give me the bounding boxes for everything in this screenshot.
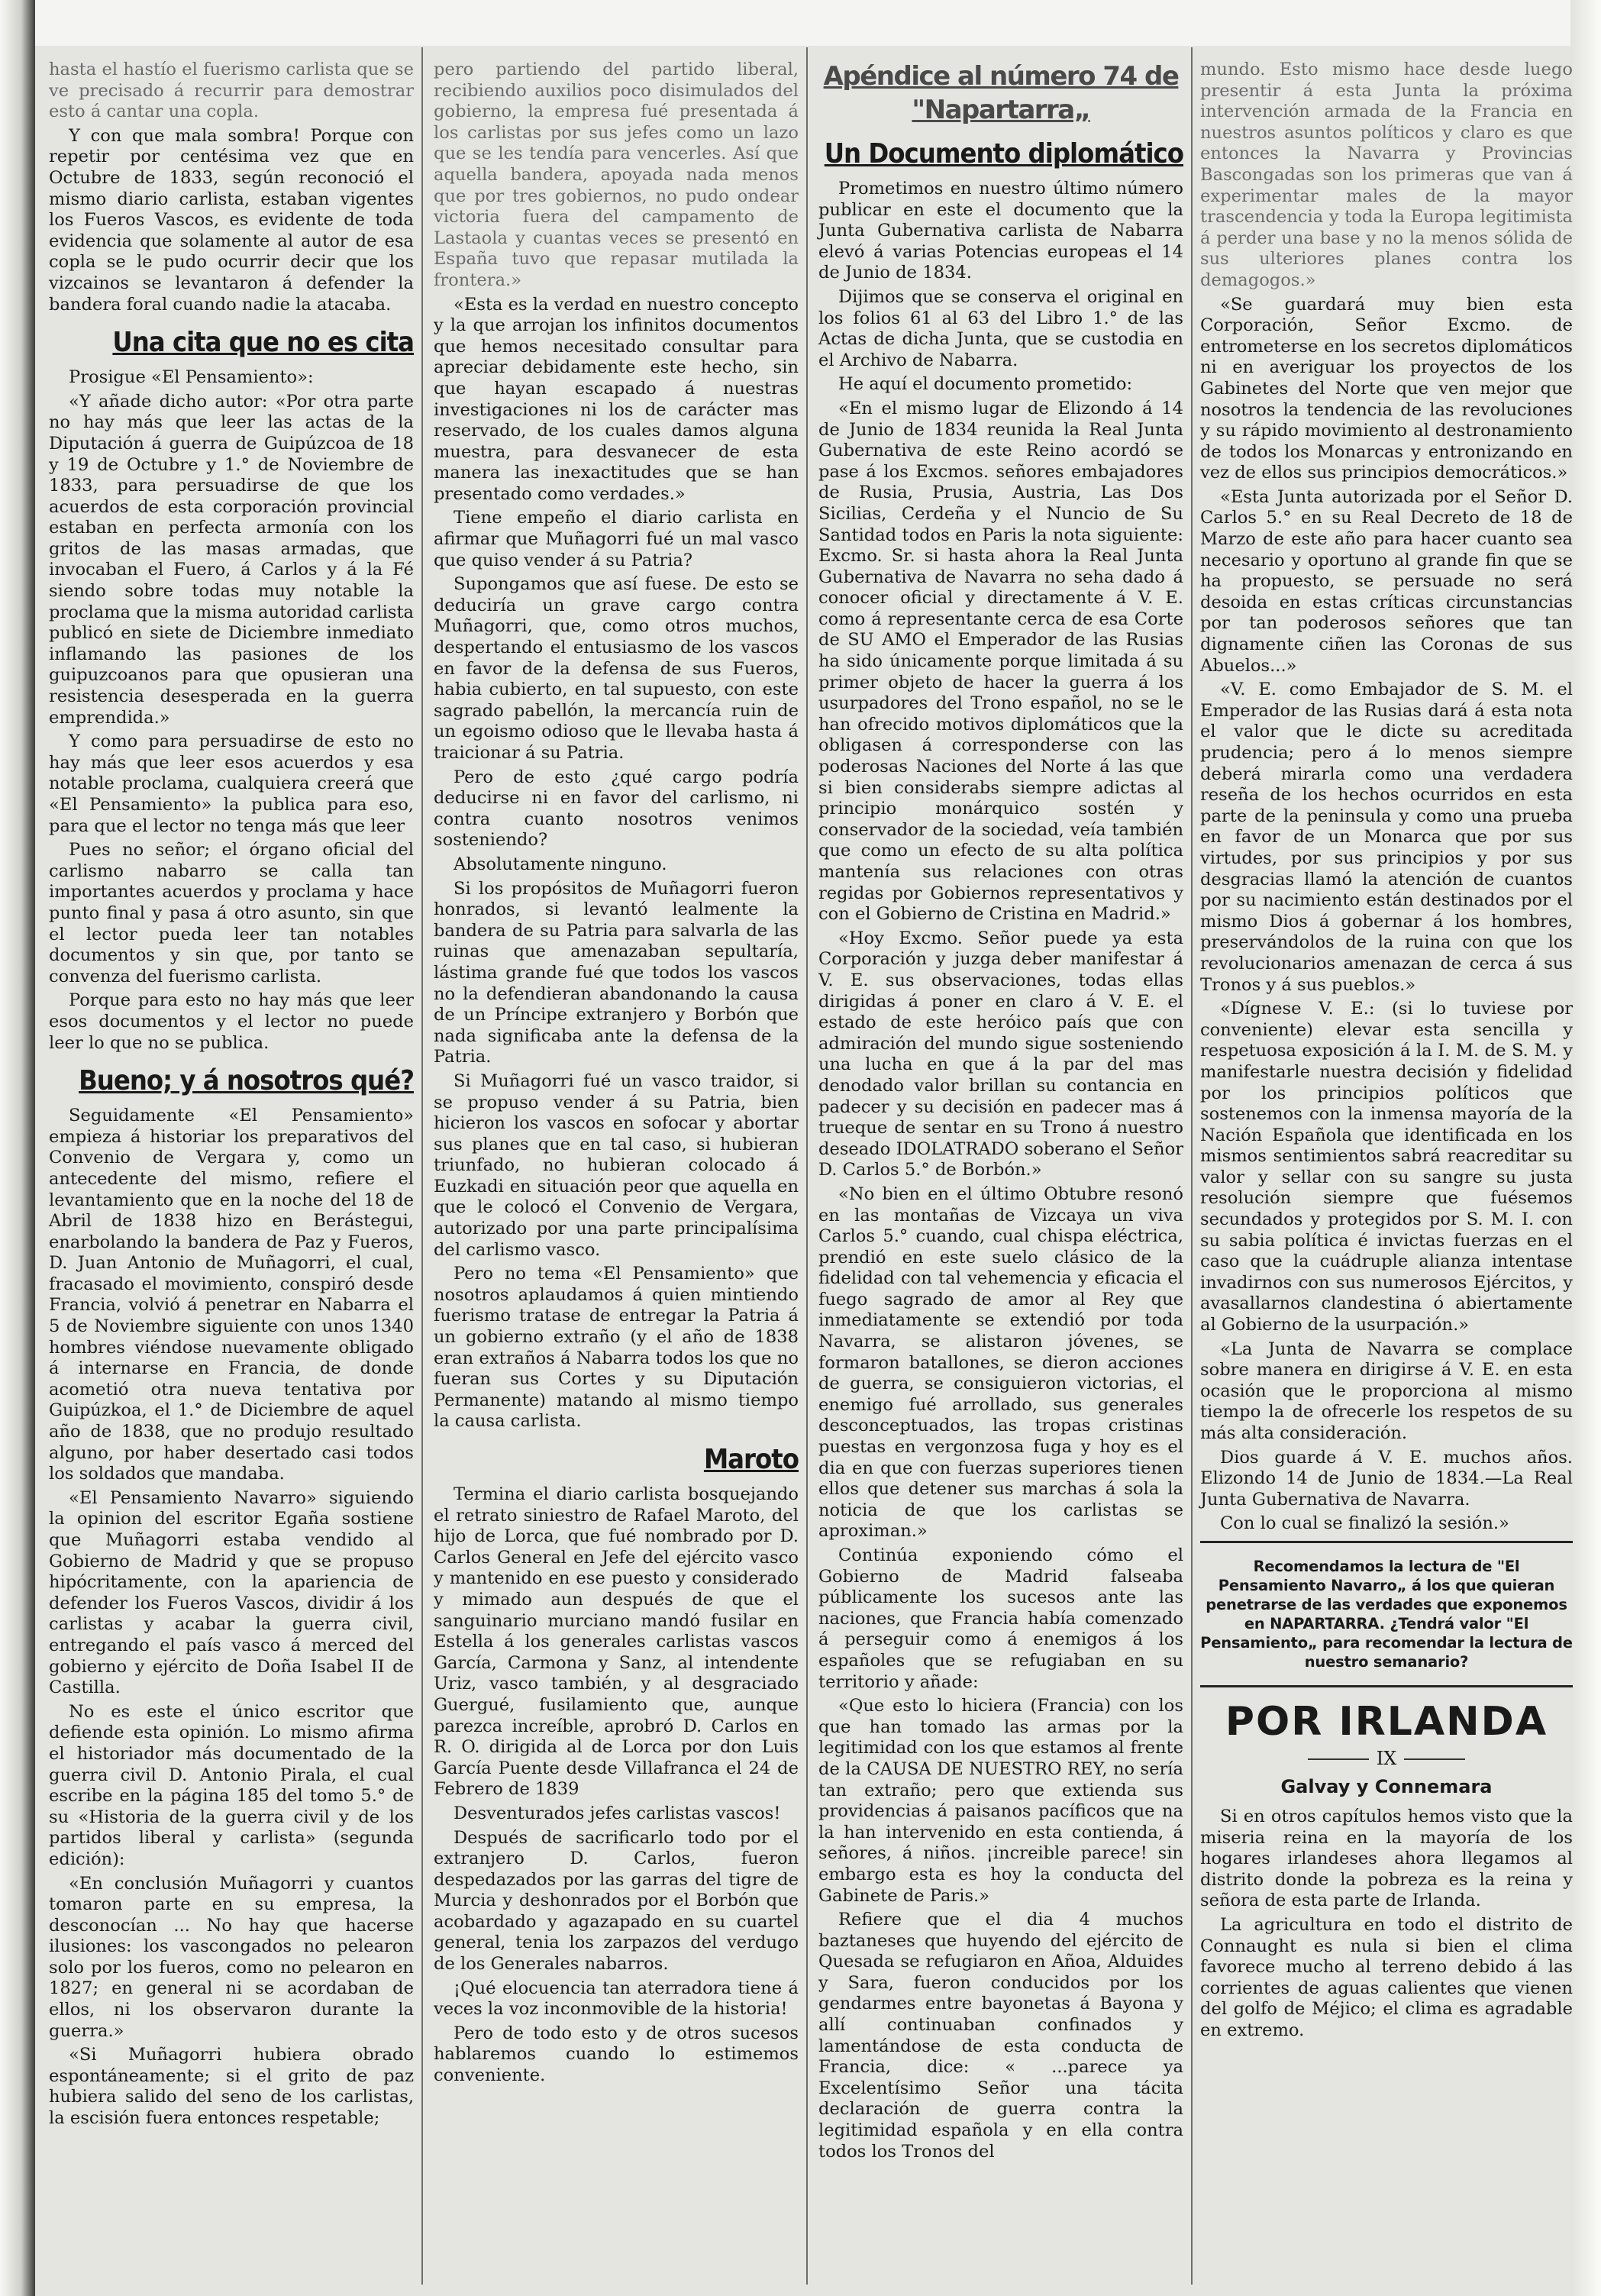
paragraph: La agricultura en todo el distrito de Connaught es nula si bien el clima favorece mucho al terreno debido á las corrientes de aguas calientes que vienen del golfo de Méjico; el clima es agradable en extremo. — [1200, 1914, 1573, 2040]
paragraph: «Esta es la verdad en nuestro concepto y la que arrojan los infinitos documentos que hemos necesitado consultar para apreciar debidamente este hecho, sin que hayan escapado á nuestras investigaciones ni los de carácter mas reservado, de los cuales damos alguna muestra, para desvanecer de esta manera las inexactitudes que se han presentado como verdades.» — [434, 294, 799, 504]
paragraph: Y con que mala sombra! Porque con repetir por centésima vez que en Octubre de 1833, según reconoció el mismo diario carlista, estaban vigentes los Fueros Vascos, es evidente de toda evidencia que solamente al autor de esa copla se le pudo ocurrir decir que los vizcainos se levantaron á defender la bandera foral cuando nadie la atacaba. — [49, 125, 414, 315]
divider — [1200, 1541, 1573, 1543]
section-heading: Un Documento diplomático — [824, 138, 1183, 170]
paragraph: Pero de todo esto y de otros sucesos hablaremos cuando lo estimemos conveniente. — [434, 2023, 799, 2086]
column-2 — [434, 60, 799, 2090]
paragraph: ¡Qué elocuencia tan aterradora tiene á veces la voz inconmovible de la historia! — [434, 1978, 799, 2020]
paragraph: «Y añade dicho autor: «Por otra parte no hay más que leer las actas de la Diputación á guerra de Guipúzcoa de 18 y 19 de Octubre y 1.° de Noviembre de 1833, para persuadirse de que los acuerdos de esta corporación provincial estaban en perfecta armonía con los gritos de las masas armadas, que invocaban el Fuero, á Carlos y á la Fé siendo sobre todas muy notable la proclama que la misma autoridad carlista publicó en siete de Diciembre inmediato inflamando las pasiones de los guipuzcoanos para que opusieran una resistencia desesperada en la guerra emprendida.» — [49, 391, 414, 728]
paragraph: Tiene empeño el diario carlista en afirmar que Muñagorri fué un mal vasco que quiso vender á su Patria? — [434, 508, 799, 570]
paragraph: «No bien en el último Obtubre resonó en las montañas de Vizcaya un viva Carlos 5.° cuando, cual chispa eléctrica, prendió en este suelo clásico de la fidelidad con tal vehemencia y eficacia el fuego sagrado de amor al Rey que inmediatamente se extendió por toda Navarra, se alistaron jóvenes, se formaron batallones, se dieron acciones de guerra, se consiguieron victorias, el enemigo fué arrollado, sus generales desconceptuados, las tropas cristinas puestas en vergonzosa fuga y hoy es el dia en que con fuerzas superiores tienen ellos que detener sus marchas á sola la noticia de que los carlistas se aproximan.» — [818, 1184, 1183, 1542]
paragraph: Continúa exponiendo cómo el Gobierno de Madrid falseaba públicamente los sucesos ante las naciones, que Francia había comenzado á perseguir como á enemigos á los españoles que se refugiaban en su territorio y añade: — [818, 1545, 1183, 1692]
paragraph: Pero no tema «El Pensamiento» que nosotros aplaudamos á quien mintiendo fuerismo tratase de entregar la Patria á un gobierno extraño (y el año de 1838 eran extraños á Nabarra todos los que no fueran sus Cortes y su Diputación Permanente) matando al mismo tiempo la causa carlista. — [434, 1264, 799, 1432]
ornament-line — [1404, 1758, 1465, 1760]
article-title: POR IRLANDA — [1225, 1698, 1548, 1745]
paragraph: Termina el diario carlista bosquejando el retrato siniestro de Rafael Maroto, del hijo de Lorca, que fué nombrado por D. Carlos General en Jefe del ejército vasco y mantenido en ese puesto y considerado y mimado aun después de que el sanguinario murciano mandó fusilar en Estella á los generales carlistas vascos García, Carmona y Sanz, al intendente Uriz, vasco también, y al desgraciado Guergué, fusilamiento que, aunque parezca increíble, aprobró D. Carlos en R. O. dirigida al de Lorca por don Luis García Puente desde Villafranca el 24 de Febrero de 1839 — [434, 1484, 799, 1800]
paragraph: «Dígnese V. E.: (si lo tuviese por conveniente) elevar esta sencilla y respetuosa exposición á la I. M. de S. M. y manifestarle nuestra decisión y fidelidad por los principios políticos que sostenemos con la inmensa mayoría de la Nación Española que identificada en los mismos sentimientos sabrá reacreditar su valor y sellar con su sangre su justa resolución siempre que fuésemos secundados y protegidos por S. M. I. con su sabia política é invictas fuerzas en el caso que la cuádruple alianza intentase invadirnos con sus numerosos Ejércitos, y avasallarnos clandestina ó abiertamente al Gobierno de la usurpación.» — [1200, 999, 1573, 1335]
section-heading: Maroto — [703, 1444, 799, 1475]
chapter-number-text: IX — [1376, 1747, 1397, 1769]
paragraph: «La Junta de Navarra se complace sobre manera en dirigirse á V. E. en esta ocasión que le proporciona al mismo tiempo la de ofrecerle los respetos de su más alta consideración. — [1200, 1339, 1573, 1443]
paragraph: Seguidamente «El Pensamiento» empieza á historiar los preparativos del Convenio de Vergara y, como un antecedente del mismo, refiere el levantamiento que en la noche del 18 de Abril de 1838 hizo en Berástegui, enarbolando la bandera de Paz y Fueros, D. Juan Antonio de Muñagorri, el cual, fracasado el movimiento, conspiró desde Francia, volvió á penetrar en Nabarra el 5 de Noviembre siguiente con unos 1340 hombres viéndose nuevamente obligado á internarse en Francia, de donde acometió otra nueva tentativa por Guipúzkoa, el 1.° de Diciembre de aquel año de 1838, que no produjo resultado alguno, por haber desertado casi todos los soldados que mandaba. — [49, 1106, 414, 1484]
column-rule-2 — [806, 47, 808, 2285]
paragraph: Supongamos que así fuese. De esto se deduciría un grave cargo contra Muñagorri, que, como otros muchos, despertando el entusiasmo de los vascos en favor de la defensa de sus Fueros, habia cubierto, en tal supuesto, con este sagrado pabellón, la mercancía ruin de un egoismo odioso que le llevaba hasta á traicionar á su Patria. — [434, 574, 799, 763]
paragraph: mundo. Esto mismo hace desde luego presentir á esta Junta la próxima intervención armada de la Francia en nuestros asuntos políticos y claro es que entonces la Navarra y Provincias Bascongadas son los primeras que van á experimentar males de la mayor trascendencia y toda la Europa legitimista á perder una base y no la menos sólida de sus ulteriores planes contra los demagogos.» — [1200, 60, 1573, 290]
paragraph: Si los propósitos de Muñagorri fueron honrados, si levantó lealmente la bandera de su Patria para salvarla de las ruinas que amenazaban sepultaría, lástima grande fué que todos los vascos no la defendieran abandonando la causa de un Príncipe extranjero y Borbón que nada significaba ante la defensa de la Patria. — [434, 878, 799, 1067]
column-rule-3 — [1191, 47, 1193, 2285]
paragraph: «En conclusión Muñagorri y cuantos tomaron parte en su empresa, la desconocían ... No hay que hacerse ilusiones: los vascongados no pelearon solo por los fueros, como no pelearon en 1827; en general ni se acordaban de ellos, ni los observaron durante la guerra.» — [49, 1873, 414, 2041]
recommendation-notice: Recomendamos la lectura de "El Pensamiento Navarro„ á los que quieran penetrarse de las verdades que exponemos en NAPARTARRA. ¿Tendrá valor "El Pensamiento„ para recomendar la lectura de nuestro semanario? — [1200, 1557, 1573, 1671]
column-1 — [49, 60, 414, 2133]
paragraph: Si Muñagorri fué un vasco traidor, si se propuso vender á su Patria, bien hicieron los vascos en sofocar y abortar sus planes que en tal caso, si hubieran triunfado, no hubieran colocado á Euzkadi en situación peor que aquella en que le colocó el Convenio de Vergara, autorizado por una parte principalísima del carlismo vasco. — [434, 1070, 799, 1260]
appendix-heading: Apéndice al número 74 de "Napartarra„ — [823, 61, 1179, 125]
section-heading: Bueno; y á nosotros qué? — [79, 1065, 414, 1097]
paragraph: Con lo cual se finalizó la sesión.» — [1220, 1513, 1509, 1534]
paragraph: «V. E. como Embajador de S. M. el Emperador de las Rusias dará á esta nota el valor que le dicte su acreditada prudencia; pero á lo menos siempre deberá mirarla como una verdadera reseña de los hechos ocurridos en esta parte de la peninsula y como una prueba en favor de un Monarca que por sus virtudes, por sus principios y por sus desgracias llamó la atención de cuantos por su nacimiento están destinados por el mismo Dios á gobernar á los hombres, preservándolos de la ruina con que los revolucionarios amenazan de cerca á sus Tronos y á sus pueblos.» — [1200, 680, 1573, 995]
page-left-edge — [0, 0, 35, 2296]
ornament-line — [1308, 1758, 1369, 1760]
page-right-edge — [1570, 0, 1601, 2296]
paragraph: He aquí el documento prometido: — [838, 374, 1133, 395]
paragraph: Prosigue «El Pensamiento»: — [69, 367, 314, 388]
paragraph: pero partiendo del partido liberal, recibiendo auxilios poco disimulados del gobierno, la empresa fué presentada á los carlistas por sus jefes como un lazo que se les tendía para vencerles. Así que aquella bandera, apoyada nada menos que por tres gobiernos, no pudo ondear victoria fuera del campamento de Lastaola y cuantas veces se presentó en España tuvo que repasar mutilada la frontera.» — [434, 60, 799, 290]
paragraph: Pero de esto ¿qué cargo podría deducirse ni en favor del carlismo, ni contra cuanto nosotros venimos sosteniendo? — [434, 767, 799, 851]
paragraph: Desventurados jefes carlistas vascos! — [454, 1803, 781, 1823]
paragraph: Porque para esto no hay más que leer esos documentos y el lector no puede leer lo que no se publica. — [49, 990, 414, 1053]
paragraph: Refiere que el dia 4 muchos baztaneses que huyendo del ejército de Quesada se refugiaron en Añoa, Alduides y Sara, fueron conducidos por los gendarmes entre bayonetas á Bayona y allí continuaban confinados y lamentándose de esta conducta de Francia, dice: « ...parece ya Excelentísimo Señor una tácita declaración de guerra contra la legitimidad española y en ella contra todos los Tronos del — [818, 1910, 1183, 2162]
column-rule-1 — [421, 47, 423, 2285]
paragraph: «En el mismo lugar de Elizondo á 14 de Junio de 1834 reunida la Real Junta Gubernativa de este Reino acordó se pase á los Excmos. señores embajadores de Rusia, Prusia, Austria, Las Dos Sicilias, Cerdeña y el Nuncio de Su Santidad todos en Paris la nota siguiente: Excmo. Sr. si hasta ahora la Real Junta Gubernativa de Navarra no seha dado á conocer oficial y directamente á V. E. como á representante cerca de esa Corte de SU AMO el Emperador de las Rusias ha sido únicamente porque limitada á su primer objeto de hacer la guerra á los usurpadores del Trono español, no se le han ofrecido motivos diplomáticos que la obligasen á corresponderse con las poderosas Naciones del Norte á las que si bien considerabs siempre adictas al principio monárquico sostén y conservador de la sociedad, veía también que como un efecto de su alta política mantenía sus relaciones con otras regidas por Gobiernos representativos y con el Gobierno de Cristina en Madrid.» — [818, 398, 1183, 925]
chapter-number — [1200, 1747, 1573, 1770]
paragraph: No es este el único escritor que defiende esta opinión. Lo mismo afirma el historiador más documentado de la guerra civil D. Antonio Pirala, el cual escribe en la página 185 del tomo 5.° de su «Historia de la guerra civil y de los partidos liberal y carlista» (segunda edición): — [49, 1701, 414, 1869]
paragraph: «Se guardará muy bien esta Corporación, Señor Excmo. de entrometerse en los secretos diplomáticos ni en averiguar los proyectos de los Gabinetes del Norte que ven mejor que nosotros la tendencia de las revoluciones y su rápido movimiento al destronamiento de todos los Monarcas y entronizando en vez de ellos sus principios democráticos.» — [1200, 294, 1573, 483]
paragraph: Dios guarde á V. E. muchos años. Elizondo 14 de Junio de 1834.—La Real Junta Gubernativa de Navarra. — [1200, 1447, 1573, 1510]
paragraph: Dijimos que se conserva el original en los folios 61 al 63 del Libro 1.° de las Actas de dicha Junta, que se custodia en el Archivo de Nabarra. — [818, 286, 1183, 370]
paragraph: Pues no señor; el órgano oficial del carlismo nabarro se calla tan importantes acuerdos y proclama y hace punto final y pasa á otro asunto, sin que el lector pueda leer tan notables documentos y sin que, por tanto se convenza del fuerismo carlista. — [49, 840, 414, 987]
article-subtitle: Galvay y Connemara — [1280, 1775, 1493, 1797]
paragraph: hasta el hastío el fuerismo carlista que se ve precisado á recurrir para demostrar esto á cantar una copla. — [49, 60, 414, 122]
paragraph: «Esta Junta autorizada por el Señor D. Carlos 5.° en su Real Decreto de 18 de Marzo de este año para hacer cuanto sea necesario y oportuno al grande fin que se ha propuesto, se persuade no será desoida en estas críticas circunstancias por tan poderosos señores que tan dignamente ciñen las Coronas de sus Abuelos...» — [1200, 486, 1573, 676]
column-3 — [818, 60, 1183, 2165]
page-top-margin — [0, 0, 1601, 46]
paragraph: «Hoy Excmo. Señor puede ya esta Corporación y juzga deber manifestar á V. E. sus observaciones, todas ellas dirigidas á poner en claro á V. E. el estado de este heróico país que con admiración del mundo sigue sosteniendo una lucha en que á la par del mas denodado valor brillan su contancia en padecer y su decisión en padecer mas á trueque de sentar en su Trono á nuestro deseado IDOLATRADO soberano el Señor D. Carlos 5.° de Borbón.» — [818, 928, 1183, 1180]
section-heading: Una cita que no es cita — [112, 327, 414, 359]
paragraph: Después de sacrificarlo todo por el extranjero D. Carlos, fueron despedazados por las garras del tigre de Murcia y deshonrados por el Borbón que acobardado y agazapado en su cuartel general, tenia los zarpazos del verdugo de los Generales nabarros. — [434, 1827, 799, 1975]
paragraph: Absolutamente ninguno. — [454, 854, 667, 874]
paragraph: Y como para persuadirse de esto no hay más que leer esos acuerdos y esa notable proclama, cualquiera creerá que «El Pensamiento» la publica para eso, para que el lector no tenga más que leer — [49, 731, 414, 836]
paragraph: Si en otros capítulos hemos visto que la miseria reina en la mayoría de los hogares irlandeses ahora llegamos al distrito donde la pobreza es la reina y señora de esta parte de Irlanda. — [1200, 1806, 1573, 1911]
column-4 — [1200, 60, 1573, 2045]
divider — [1200, 1685, 1573, 1687]
paragraph: «Si Muñagorri hubiera obrado espontáneamente; si el grito de paz hubiera salido del seno de los carlistas, la escisión fuera entonces respetable; — [49, 2045, 414, 2129]
paragraph: «Que esto lo hiciera (Francia) con los que han tomado las armas por la legitimidad con los que estamos al frente de la CAUSA DE NUESTRO REY, no sería tan extraño; pero que extienda sus providencias á paisanos pacíficos que na la han intervenido en esta contienda, á señores, á niños. ¡increible parece! sin embargo esta es hoy la conducta del Gabinete de Paris.» — [818, 1696, 1183, 1906]
paragraph: «El Pensamiento Navarro» siguiendo la opinion del escritor Egaña sostiene que Muñagorri estaba vendido al Gobierno de Madrid y que se propuso hipócritamente, con la apariencia de defender los Fueros Vascos, dividir á los carlistas y acabar la guerra civil, entregando el país vasco á merced del gobierno y ejército de Doña Isabel II de Castilla. — [49, 1487, 414, 1698]
paragraph: Prometimos en nuestro último número publicar en este el documento que la Junta Gubernativa carlista de Nabarra elevó á varias Potencias europeas el 14 de Junio de 1834. — [818, 179, 1183, 283]
